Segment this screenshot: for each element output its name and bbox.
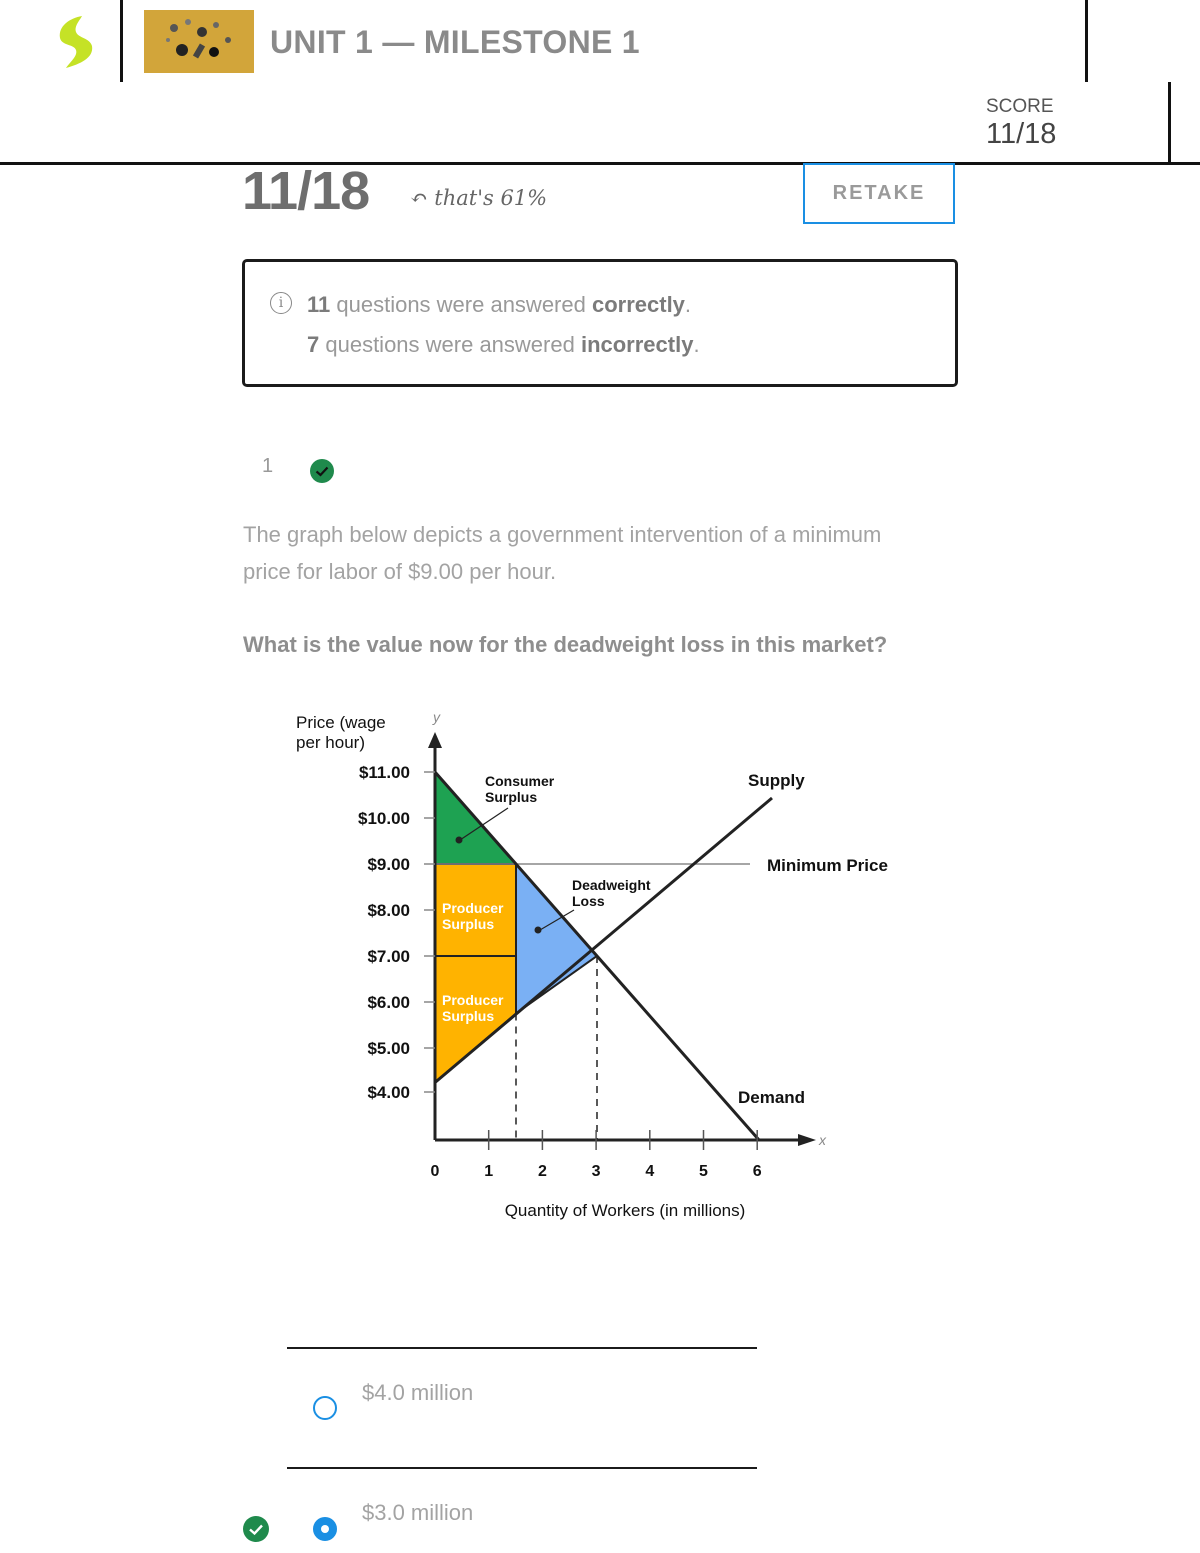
x-tick-label: 6: [752, 1163, 762, 1180]
percent-note: [410, 186, 547, 210]
incorrect-summary: 7 questions were answered incorrectly.: [307, 332, 700, 357]
x-tick-label: 2: [537, 1163, 547, 1180]
deadweight-loss-label: Loss: [572, 893, 605, 909]
header-divider: [1085, 0, 1088, 82]
deadweight-loss-dot: [535, 927, 542, 934]
question-text: The graph below depicts a government intervention of a minimum price for labor of $9.00 per hour.: [243, 522, 882, 584]
supply-label: Supply: [748, 771, 805, 790]
answer-option-2[interactable]: $3.0 million: [362, 1500, 474, 1525]
y-tick-label: $7.00: [367, 947, 410, 966]
question-number: 1: [262, 455, 274, 477]
producer-surplus-label: Producer: [442, 900, 504, 916]
back-arrow-icon: ↶: [410, 186, 428, 210]
x-tick-label: 5: [699, 1163, 708, 1180]
producer-surplus-label: Surplus: [442, 1008, 495, 1024]
y-axis-letter: y: [433, 709, 440, 725]
big-score: 11/18: [242, 161, 370, 221]
percent-note-text: that's 61%: [434, 186, 548, 210]
x-axis-letter: x: [819, 1132, 826, 1148]
supply-demand-chart: [270, 700, 888, 1240]
y-axis-title: Price (wage: [296, 713, 386, 732]
page-title: UNIT 1 — MILESTONE 1: [270, 24, 640, 60]
correct-answer-check-icon: [242, 1515, 270, 1543]
score-value: 11/18: [986, 118, 1057, 150]
x-tick-label: 4: [645, 1163, 655, 1180]
x-tick-label: 1: [484, 1163, 494, 1180]
consumer-surplus-dot: [456, 837, 463, 844]
y-axis-title-line2: per hour): [296, 733, 365, 752]
correct-summary: 11 questions were answered correctly.: [307, 292, 692, 317]
consumer-surplus-label: Surplus: [485, 789, 538, 805]
x-axis-title: Quantity of Workers (in millions): [504, 1201, 746, 1220]
x-tick-label: 3: [591, 1163, 601, 1180]
header-divider: [1168, 82, 1171, 164]
answer-divider: [287, 1467, 757, 1469]
retake-button[interactable]: RETAKE: [803, 163, 955, 224]
info-icon: i: [270, 292, 292, 314]
answer-divider: [287, 1347, 757, 1349]
sophia-logo[interactable]: [52, 14, 100, 70]
producer-surplus-label: Surplus: [442, 916, 495, 932]
deadweight-loss-label: Deadweight: [572, 877, 651, 893]
producer-surplus-label: Producer: [442, 992, 504, 1008]
results-summary: [242, 259, 958, 387]
minimum-price-label: Minimum Price: [767, 856, 888, 875]
correct-check-icon: [309, 458, 335, 484]
y-tick-label: $5.00: [367, 1039, 410, 1058]
answer-radio-1[interactable]: [313, 1396, 337, 1420]
answer-radio-2[interactable]: [313, 1517, 337, 1541]
y-tick-label: $6.00: [367, 993, 410, 1012]
course-thumbnail: [144, 10, 254, 73]
y-tick-label: $4.00: [367, 1083, 410, 1102]
x-tick-label: 0: [430, 1163, 440, 1180]
header-divider: [120, 0, 123, 82]
header-rule: [0, 162, 1200, 165]
consumer-surplus-label: Consumer: [485, 773, 555, 789]
y-tick-label: $10.00: [358, 809, 410, 828]
answer-option-1[interactable]: $4.0 million: [362, 1380, 474, 1405]
y-tick-label: $9.00: [367, 855, 410, 874]
y-tick-label: $11.00: [358, 763, 410, 782]
x-axis-arrow-icon: [798, 1134, 816, 1146]
y-tick-label: $8.00: [367, 901, 410, 920]
score-label: SCORE: [986, 96, 1054, 117]
demand-label: Demand: [738, 1088, 806, 1107]
question-prompt: What is the value now for the deadweight loss in this market?: [243, 632, 888, 657]
y-axis-arrow-icon: [428, 732, 442, 748]
